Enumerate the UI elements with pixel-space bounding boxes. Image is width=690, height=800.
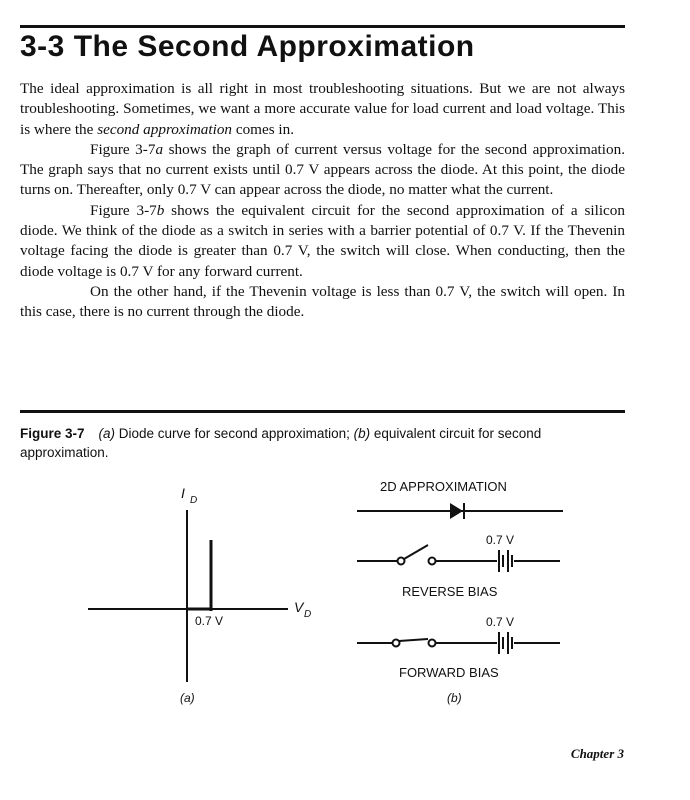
closed-switch-lever — [399, 639, 428, 641]
switch-right-contact — [429, 640, 436, 647]
switch-left-contact — [398, 558, 405, 565]
paragraph-2-text: shows the graph of current versus voltage for the second approximation. The graph says that no current exists until 0.7 V appears across the diode. At this point, the diode turns on. Thereafter, only 0.7 V can appear across the diode, no matter what the current. — [20, 140, 625, 199]
paragraph-1-text-end: comes in. — [232, 120, 295, 138]
paragraph-2-figure-ref-letter: a — [155, 140, 164, 158]
paragraph-1-emphasis: second approximation — [97, 120, 233, 138]
y-axis-subscript: D — [190, 495, 198, 506]
x-axis-subscript: D — [304, 609, 312, 620]
reverse-voltage-label: 0.7 V — [486, 533, 515, 547]
page-footer: Chapter 3 — [570, 746, 624, 761]
switch-left-contact — [393, 640, 400, 647]
caption-part-a-mark: (a) — [98, 426, 116, 441]
paragraph-1-text: The ideal approximation is all right in most troubleshooting situations. But we are not always troubleshooting. Sometimes, we want a more accurate value for load current and load voltage. This is where the — [20, 80, 625, 138]
caption-part-b-mark: (b) — [353, 426, 371, 441]
paragraph-3-text: shows the equivalent circuit for the second approximation of a silicon diode. We think of the diode as a switch in series with a barrier potential of 0.7 V. If the Thevenin voltage facing the diode is greater than 0.7 V, the switch will close. When conducting, then the diode voltage is 0.7 V for any forward current. — [20, 201, 625, 280]
caption-part-a-text: Diode curve for second approximation; — [115, 426, 354, 441]
switch-right-contact — [429, 558, 436, 565]
paragraph-4: On the other hand, if the Thevenin voltage is less than 0.7 V, the switch will open. In this case, there is no current through the diode. — [20, 282, 625, 321]
forward-bias-label: FORWARD BIAS — [399, 665, 499, 680]
diode-symbol — [357, 503, 563, 519]
reverse-bias-circuit — [357, 533, 560, 599]
diode-triangle-icon — [450, 503, 463, 519]
forward-voltage-label: 0.7 V — [486, 615, 515, 629]
diode-curve-graph — [88, 485, 311, 705]
circuit-title: 2D APPROXIMATION — [380, 479, 507, 494]
paragraph-2-figure-ref: Figure 3-7 — [90, 140, 156, 158]
figure-label: Figure 3-7 — [20, 426, 85, 441]
forward-bias-circuit — [357, 615, 560, 680]
open-switch-lever — [404, 545, 428, 559]
section-heading: 3-3 The Second Approximation — [20, 30, 475, 63]
paragraph-3-figure-ref: Figure 3-7 — [90, 201, 157, 219]
panel-b-label: (b) — [447, 691, 462, 705]
panel-a-label: (a) — [180, 691, 195, 705]
reverse-bias-label: REVERSE BIAS — [402, 584, 498, 599]
equivalent-circuit — [357, 479, 563, 705]
threshold-label: 0.7 V — [195, 614, 224, 628]
paragraph-3-figure-ref-letter: b — [156, 201, 165, 219]
y-axis-label: I — [181, 485, 185, 501]
caption-part-b-text: equivalent circuit for second approximation. — [20, 426, 542, 460]
x-axis-label: V — [294, 599, 304, 615]
